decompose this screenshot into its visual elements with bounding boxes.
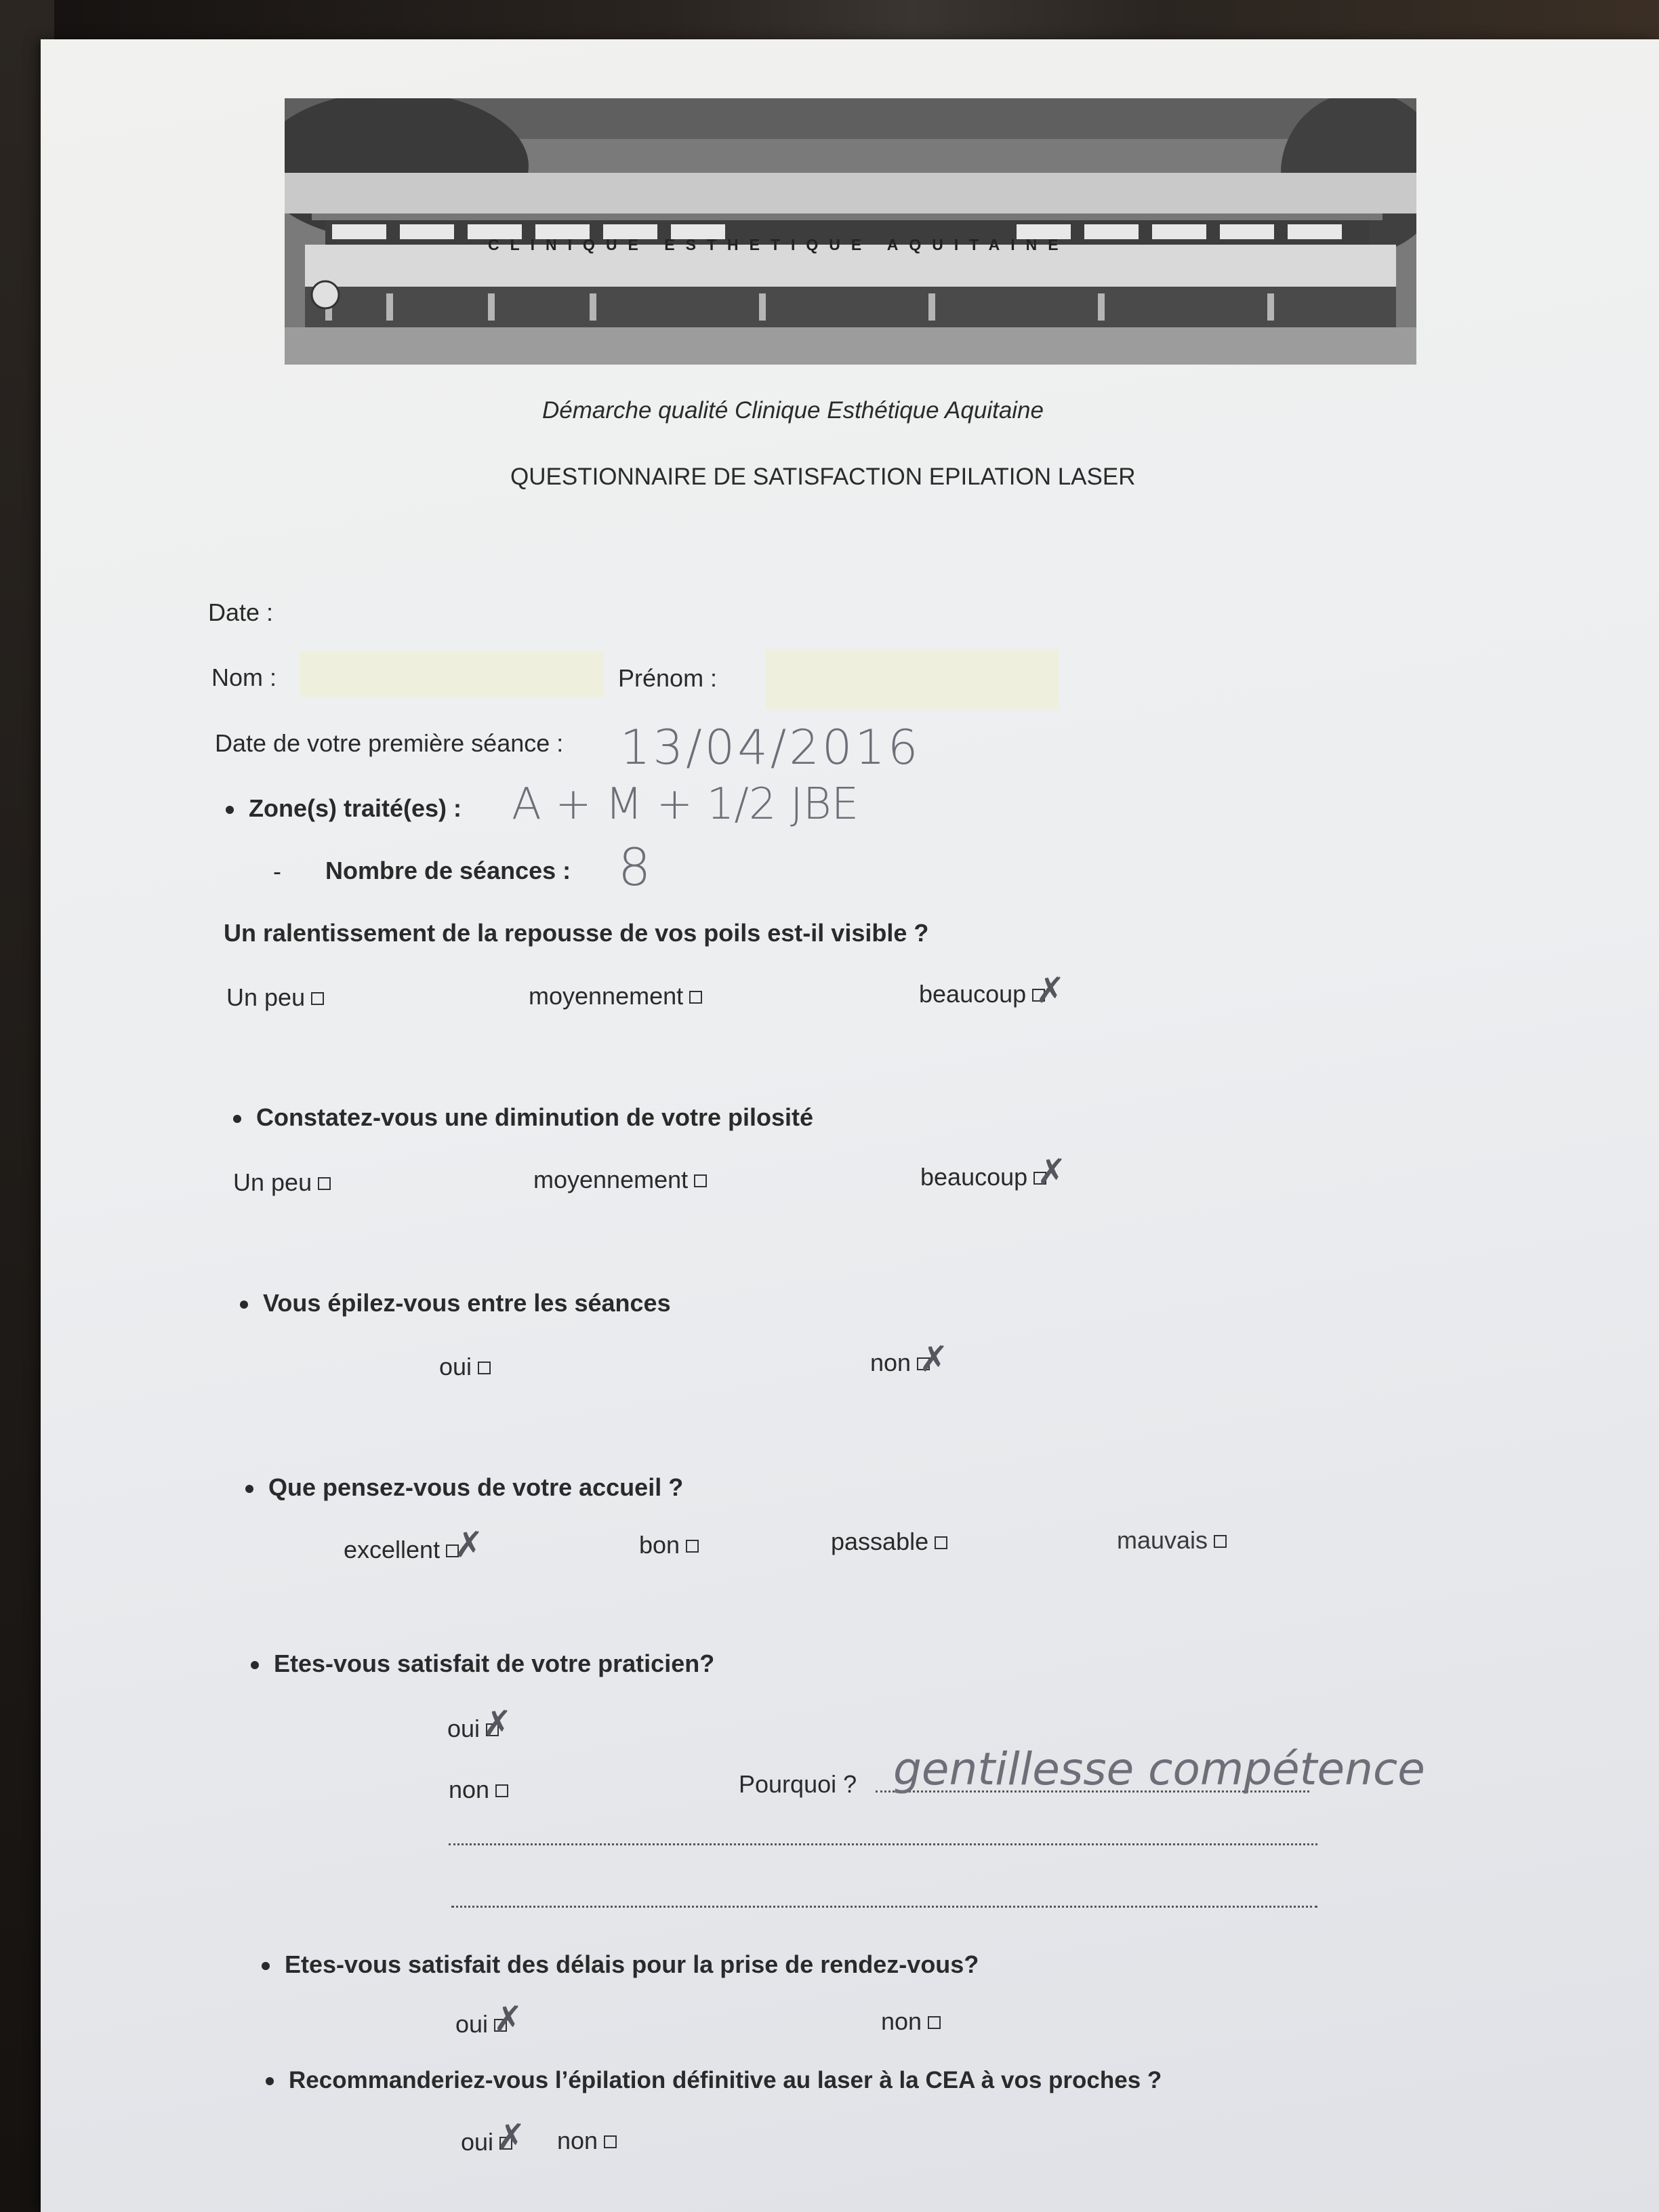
sessions-dash: - <box>273 857 281 885</box>
why-extra-line-2[interactable] <box>451 1906 1317 1908</box>
q7-option-oui: oui <box>461 2128 494 2156</box>
q4-option-passable: passable <box>831 1528 929 1555</box>
question-1: Un ralentissement de la repousse de vos poils est-il visible ? <box>224 919 929 947</box>
q7-checkbox-non[interactable] <box>604 2135 617 2148</box>
prenom-label: Prénom : <box>618 664 718 692</box>
zones-value: A + M + 1/2 JBE <box>512 779 859 830</box>
question-2: Constatez-vous une diminution de votre pilosité <box>256 1103 814 1131</box>
bullet-icon <box>233 1115 241 1123</box>
q5-checkbox-non[interactable] <box>495 1784 508 1797</box>
q1-checkbox-moyennement[interactable] <box>689 991 702 1004</box>
q4-check-mark-icon: ✗ <box>454 1525 484 1565</box>
q1-checkbox-un-peu[interactable] <box>311 992 324 1005</box>
nom-label: Nom : <box>211 663 277 691</box>
document-subtitle: Démarche qualité Clinique Esthétique Aquitaine <box>542 397 1044 424</box>
q2-checkbox-un-peu[interactable] <box>318 1177 331 1190</box>
sessions-value: 8 <box>618 837 651 897</box>
zones-label: Zone(s) traité(es) : <box>249 794 462 822</box>
q1-option-moyennement: moyennement <box>529 982 684 1010</box>
clinic-photo <box>285 98 1416 365</box>
q3-checkbox-oui[interactable] <box>478 1361 491 1374</box>
q6-option-non: non <box>881 2007 922 2035</box>
q2-option-beaucoup: beaucoup <box>920 1163 1028 1191</box>
q5-option-oui: oui <box>447 1715 480 1742</box>
question-5: Etes-vous satisfait de votre praticien? <box>274 1650 715 1677</box>
q2-checkbox-moyennement[interactable] <box>694 1174 707 1187</box>
q4-option-excellent: excellent <box>344 1536 441 1563</box>
why-extra-line-1[interactable] <box>449 1843 1317 1845</box>
q7-check-mark-icon: ✗ <box>496 2117 526 2158</box>
q6-check-mark-icon: ✗ <box>493 1999 523 2040</box>
q4-checkbox-mauvais[interactable] <box>1214 1535 1227 1548</box>
q6-checkbox-non[interactable] <box>928 2016 941 2029</box>
q7-option-non: non <box>557 2127 598 2154</box>
q4-checkbox-passable[interactable] <box>935 1536 947 1549</box>
date-label: Date : <box>208 598 274 626</box>
prenom-field-redacted <box>766 649 1059 709</box>
q5-check-mark-icon: ✗ <box>483 1704 512 1744</box>
why-label: Pourquoi ? <box>739 1770 857 1798</box>
q3-check-mark-icon: ✗ <box>919 1339 949 1380</box>
q3-option-oui: oui <box>439 1353 472 1380</box>
first-session-value: 13/04/2016 <box>620 720 921 775</box>
document-title: QUESTIONNAIRE DE SATISFACTION EPILATION LASER <box>510 464 1136 490</box>
question-4: Que pensez-vous de votre accueil ? <box>268 1473 684 1501</box>
q4-checkbox-bon[interactable] <box>686 1540 699 1553</box>
q4-option-mauvais: mauvais <box>1117 1526 1208 1554</box>
question-3: Vous épilez-vous entre les séances <box>263 1289 671 1317</box>
q1-check-mark-icon: ✗ <box>1036 970 1065 1011</box>
q1-option-beaucoup: beaucoup <box>919 980 1027 1008</box>
q2-check-mark-icon: ✗ <box>1037 1152 1067 1193</box>
q1-option-un-peu: Un peu <box>226 983 306 1011</box>
bullet-icon <box>226 806 234 814</box>
clinic-sign: CLINIQUE ESTHETIQUE AQUITAINE <box>488 236 1069 253</box>
q2-option-un-peu: Un peu <box>233 1168 312 1196</box>
bullet-icon <box>245 1485 253 1493</box>
q6-option-oui: oui <box>455 2010 489 2038</box>
bullet-icon <box>262 1962 270 1970</box>
first-session-label: Date de votre première séance : <box>215 729 564 757</box>
bullet-icon <box>240 1300 248 1309</box>
sessions-label: Nombre de séances : <box>325 857 571 884</box>
bullet-icon <box>266 2077 274 2085</box>
clinic-building-image <box>285 98 1416 365</box>
q5-option-non: non <box>449 1776 490 1803</box>
question-7: Recommanderiez-vous l’épilation définitive au laser à la CEA à vos proches ? <box>289 2067 1162 2093</box>
q2-option-moyennement: moyennement <box>533 1166 689 1193</box>
question-6: Etes-vous satisfait des délais pour la prise de rendez-vous? <box>285 1950 979 1978</box>
why-answer-value[interactable]: gentillesse compétence <box>893 1743 1425 1795</box>
nom-field-redacted <box>300 652 603 697</box>
q4-option-bon: bon <box>639 1531 680 1559</box>
q3-option-non: non <box>870 1349 912 1376</box>
bullet-icon <box>251 1661 259 1669</box>
